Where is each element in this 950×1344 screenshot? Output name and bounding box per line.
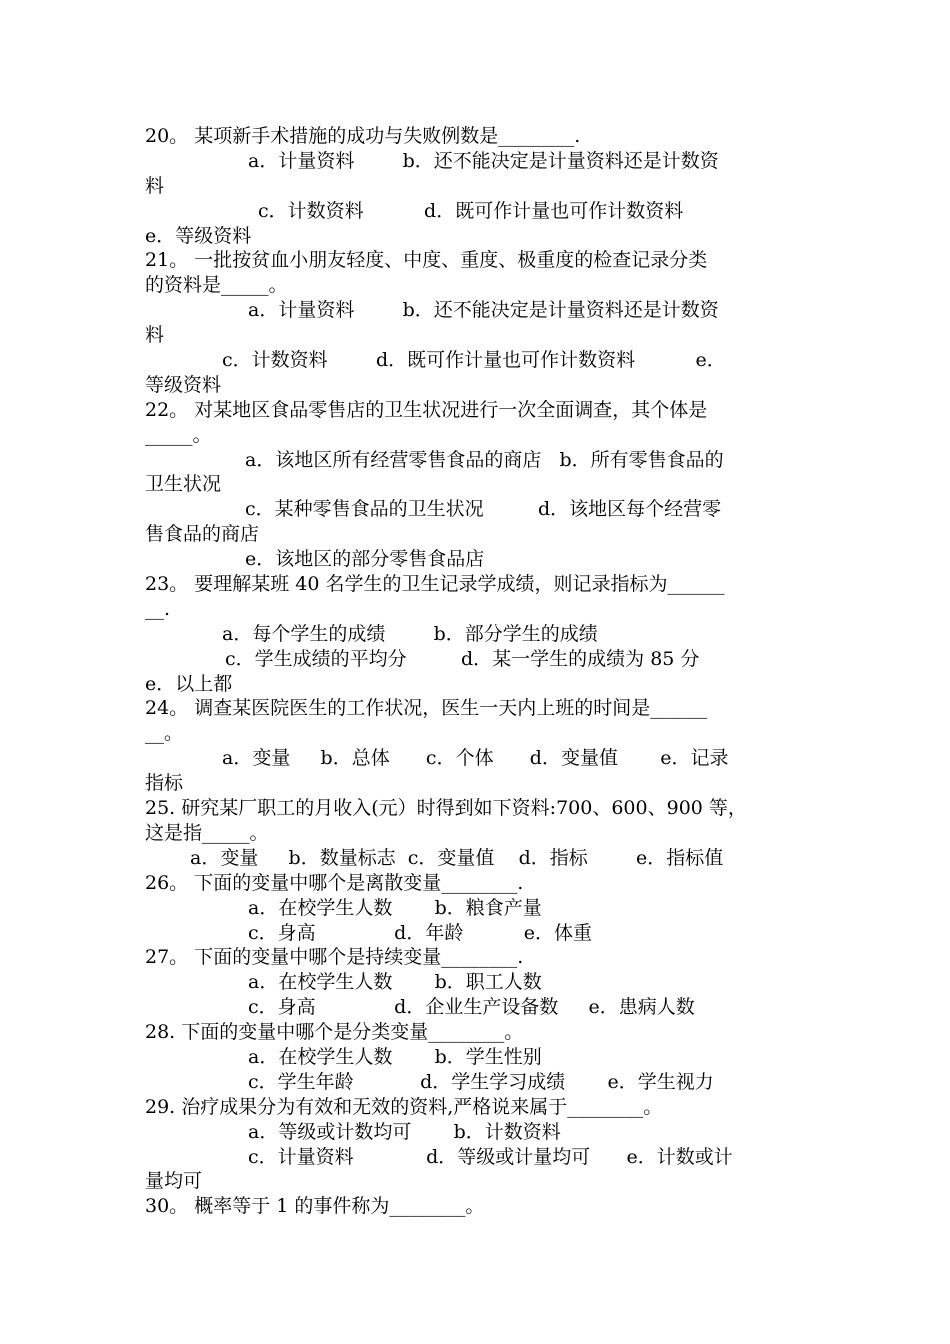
text-line: 的资料是_____。 bbox=[145, 274, 288, 297]
text-line: 27。 下面的变量中哪个是持续变量________. bbox=[145, 946, 524, 969]
text-line: a．每个学生的成绩 b．部分学生的成绩 bbox=[222, 622, 598, 645]
text-line: 25. 研究某厂职工的月收入(元）时得到如下资料:700、600、900 等， bbox=[145, 797, 747, 820]
text-line: a．计量资料 b．还不能决定是计量资料还是计数资 bbox=[248, 149, 719, 172]
text-line: 售食品的商店 bbox=[145, 523, 260, 546]
text-line: 30。 概率等于 1 的事件称为________。 bbox=[145, 1195, 485, 1218]
text-line: c．计数资料 d．既可作计量也可作计数资料 bbox=[258, 199, 684, 222]
text-line: 22。 对某地区食品零售店的卫生状况进行一次全面调查，其个体是 bbox=[145, 398, 708, 421]
text-line: a．计量资料 b．还不能决定是计量资料还是计数资 bbox=[248, 299, 719, 322]
text-line: 26。 下面的变量中哪个是离散变量________. bbox=[145, 871, 524, 894]
text-line: e．以上都 bbox=[145, 672, 233, 695]
text-line: 料 bbox=[145, 324, 165, 347]
text-line: a．在校学生人数 b．粮食产量 bbox=[248, 896, 542, 919]
text-line: c．身高 d．企业生产设备数 e．患病人数 bbox=[248, 996, 695, 1019]
text-line: c．计数资料 d．既可作计量也可作计数资料 e． bbox=[222, 349, 726, 372]
text-line: 卫生状况 bbox=[145, 473, 222, 496]
document-page bbox=[145, 124, 807, 1219]
text-line: 20。 某项新手术措施的成功与失败例数是________. bbox=[145, 125, 581, 147]
text-line: 这是指_____。 bbox=[145, 821, 269, 844]
text-line: a．变量 b．总体 c．个体 d．变量值 e．记录 bbox=[222, 747, 729, 770]
text-line: a．该地区所有经营零售食品的商店 b．所有零售食品的 bbox=[245, 448, 724, 471]
text-line: c．学生成绩的平均分 d．某一学生的成绩为 85 分 bbox=[225, 647, 700, 670]
text-line: a．在校学生人数 b．职工人数 bbox=[248, 971, 542, 994]
text-line: 量均可 bbox=[145, 1170, 203, 1193]
text-line: 23。 要理解某班 40 名学生的卫生记录学成绩，则记录指标为______ bbox=[145, 573, 725, 596]
text-line: c．身高 d．年龄 e．体重 bbox=[248, 921, 592, 944]
text-line: e．该地区的部分零售食品店 bbox=[245, 548, 485, 571]
text-line: 24。 调查某医院医生的工作状况，医生一天内上班的时间是______ bbox=[145, 697, 708, 720]
text-line: 29. 治疗成果分为有效和无效的资料,严格说来属于________。 bbox=[145, 1095, 663, 1118]
text-line: a．在校学生人数 b．学生性别 bbox=[248, 1045, 542, 1068]
text-line: __. bbox=[145, 597, 171, 620]
text-line: c．学生年龄 d．学生学习成绩 e．学生视力 bbox=[248, 1070, 714, 1093]
text-line: a．等级或计数均可 b．计数资料 bbox=[248, 1120, 561, 1143]
text-line: c．某种零售食品的卫生状况 d．该地区每个经营零 bbox=[245, 498, 722, 521]
text-line: c．计量资料 d．等级或计量均可 e．计数或计 bbox=[248, 1145, 733, 1168]
text-line: _____。 bbox=[145, 423, 212, 446]
text-line: 指标 bbox=[145, 772, 184, 795]
text-line: 等级资料 bbox=[145, 373, 222, 396]
text-line: a．变量 b．数量标志 c．变量值 d．指标 e．指标值 bbox=[190, 846, 724, 869]
text-line: e．等级资料 bbox=[145, 224, 252, 247]
text-line: __。 bbox=[145, 722, 184, 745]
text-line: 21。 一批按贫血小朋友轻度、中度、重度、极重度的检查记录分类 bbox=[145, 249, 708, 272]
text-line: 28. 下面的变量中哪个是分类变量________。 bbox=[145, 1021, 524, 1044]
text-line: 料 bbox=[145, 174, 165, 197]
